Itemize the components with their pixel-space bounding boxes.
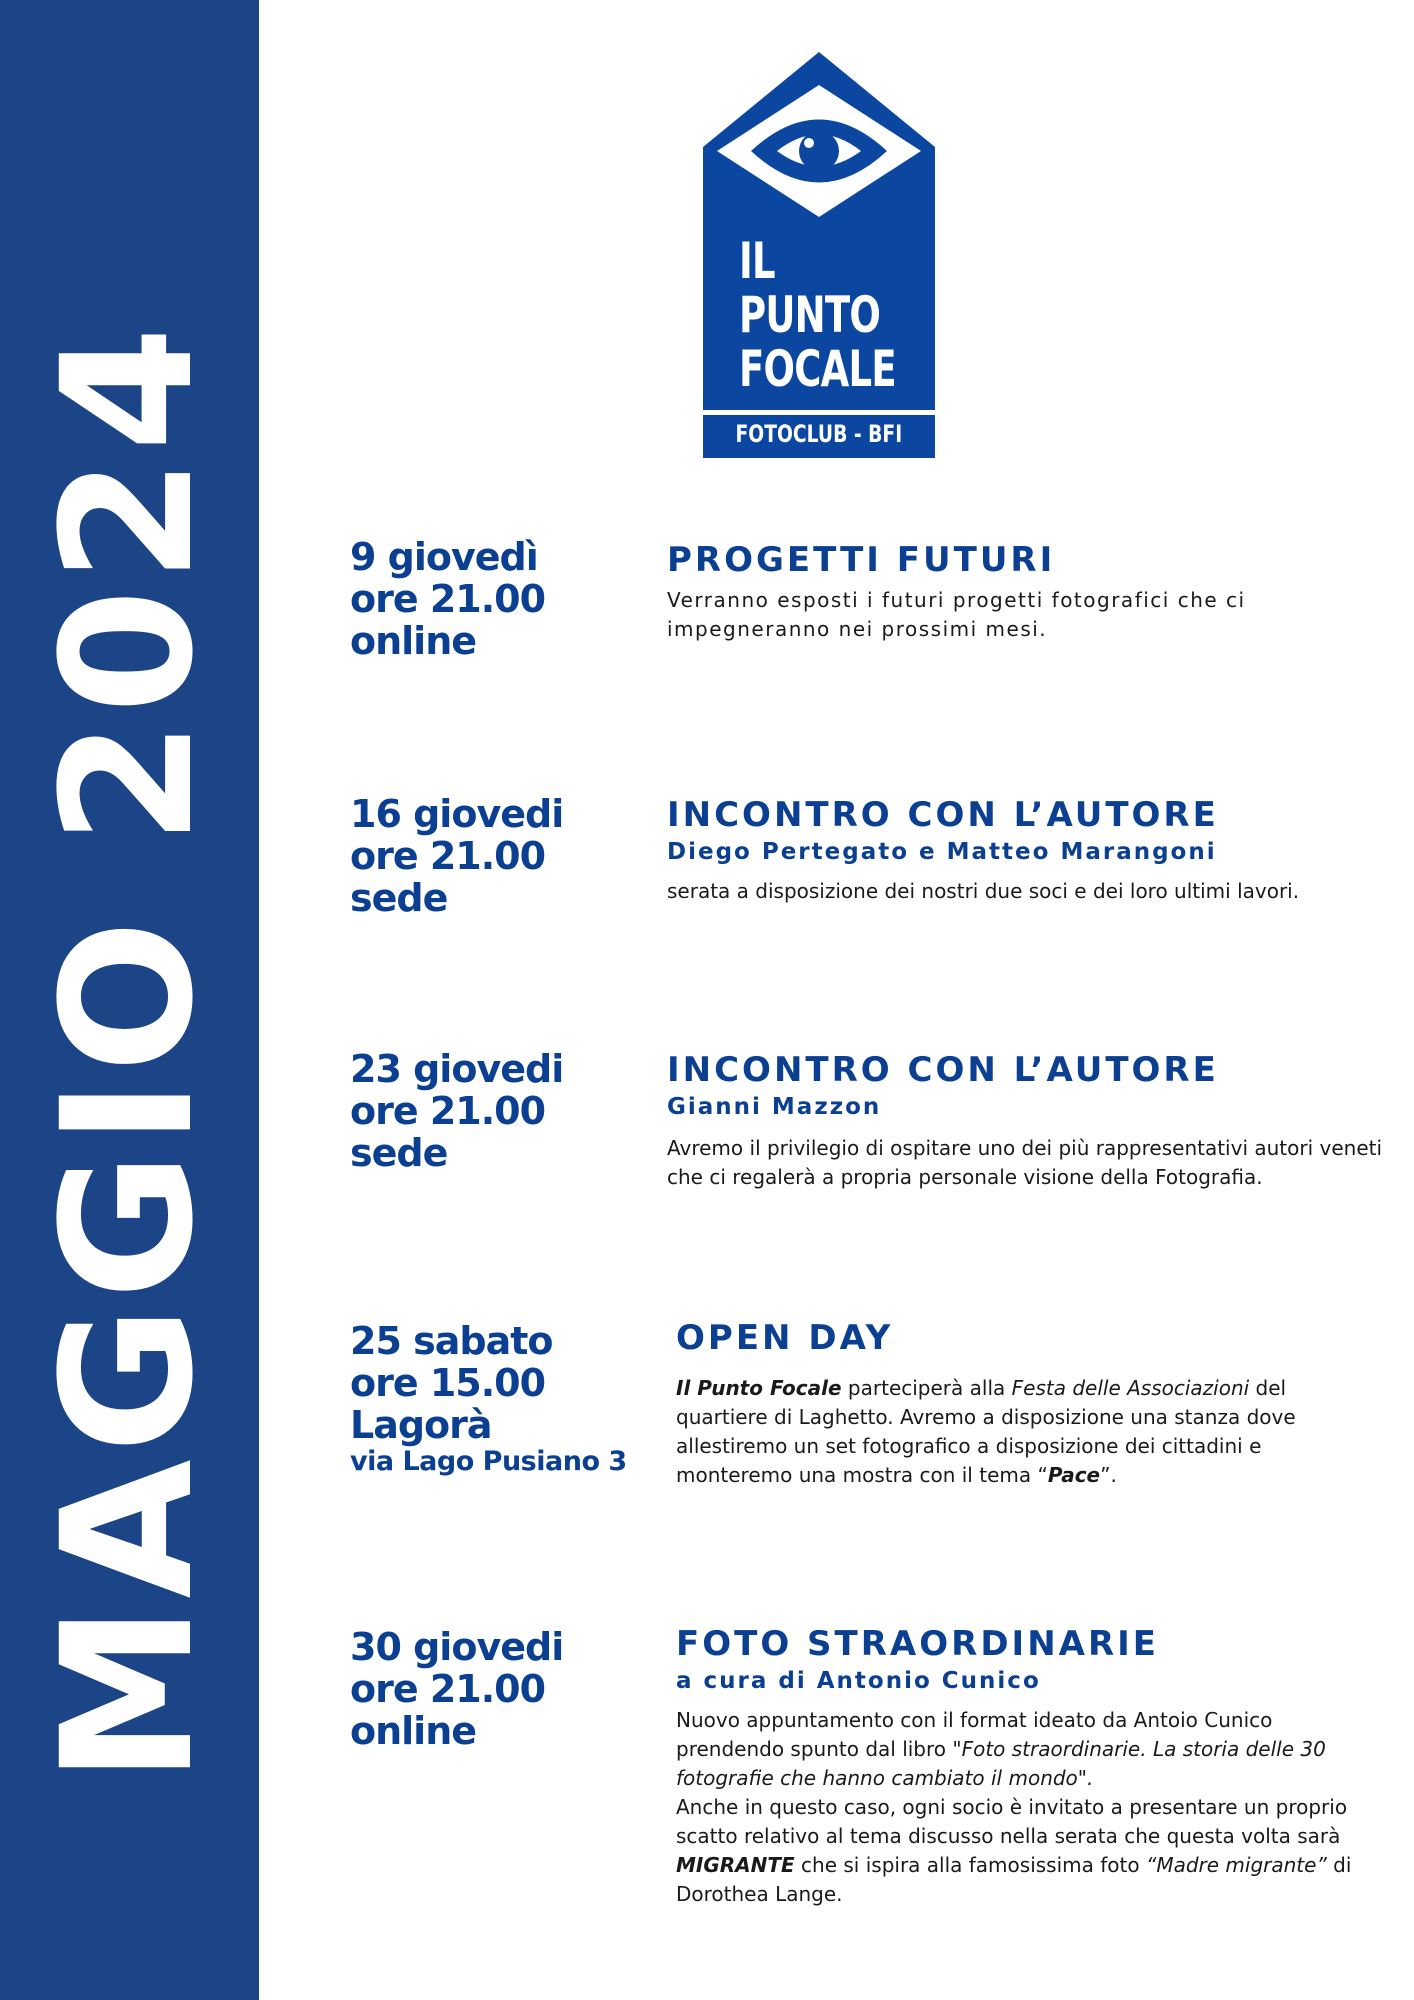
event-3-date: 23 giovedi bbox=[350, 1047, 564, 1091]
club-logo bbox=[703, 52, 935, 458]
event-4 bbox=[676, 1316, 1406, 1490]
event-1-when bbox=[350, 536, 545, 662]
event-4-address: via Lago Pusiano 3 bbox=[350, 1446, 627, 1477]
event-1-description: Verranno esposti i futuri progetti fotografici che ci impegneranno nei prossimi mesi. bbox=[667, 588, 1246, 641]
event-5-description bbox=[676, 1706, 1366, 1909]
event-5 bbox=[676, 1622, 1406, 1909]
event-4-place: Lagorà bbox=[350, 1403, 492, 1447]
event-5-date: 30 giovedi bbox=[350, 1625, 564, 1669]
event-5-title: FOTO STRAORDINARIE bbox=[676, 1624, 1160, 1664]
logo-line-2: PUNTO bbox=[739, 286, 881, 344]
event-3 bbox=[667, 1048, 1397, 1192]
club-name: Il Punto Focale bbox=[676, 1376, 842, 1400]
event-4-date: 25 sabato bbox=[350, 1319, 553, 1363]
event-1-time: ore 21.00 bbox=[350, 577, 546, 621]
event-4-time: ore 15.00 bbox=[350, 1361, 546, 1405]
month-title: MAGGIO 2024 bbox=[24, 320, 233, 1784]
photo-title: “Madre migrante” bbox=[1145, 1853, 1327, 1877]
event-3-time: ore 21.00 bbox=[350, 1089, 546, 1133]
book-title: "Foto straordinarie. La storia delle 30 fotografie che hanno cambiato il mondo". bbox=[676, 1737, 1326, 1790]
logo-line-3: FOCALE bbox=[739, 340, 896, 398]
event-4-title: OPEN DAY bbox=[676, 1318, 894, 1358]
event-3-title: INCONTRO CON L’AUTORE bbox=[667, 1050, 1219, 1090]
event-2-time: ore 21.00 bbox=[350, 834, 546, 878]
desc-text: di Dorothea Lange. bbox=[676, 1853, 1352, 1906]
logo-footer bbox=[703, 422, 935, 446]
event-4-description bbox=[676, 1374, 1376, 1490]
desc-text: del quartiere di Laghetto. Avremo a disposizione una stanza dove allestiremo un set fotografico a disposizione dei cittadini e monteremo una mostra con il tema “ bbox=[676, 1376, 1296, 1487]
event-2-date: 16 giovedi bbox=[350, 792, 564, 836]
event-5-subtitle: a cura di Antonio Cunico bbox=[676, 1668, 1041, 1694]
desc-text: ”. bbox=[1100, 1463, 1117, 1487]
event-3-description: Avremo il privilegio di ospitare uno dei più rappresentativi autori veneti che ci regalerà a propria personale visione della Fotografia. bbox=[667, 1136, 1383, 1189]
sidebar-band bbox=[0, 0, 259, 2000]
event-2-title: INCONTRO CON L’AUTORE bbox=[667, 795, 1219, 835]
desc-text: Nuovo appuntamento con il format ideato da Antoio Cunico prendendo spunto dal libro bbox=[676, 1708, 1273, 1761]
event-5-time: ore 21.00 bbox=[350, 1667, 546, 1711]
event-2-description: serata a disposizione dei nostri due soci e dei loro ultimi lavori. bbox=[667, 879, 1300, 903]
event-1-date: 9 giovedì bbox=[350, 535, 538, 579]
desc-text: che si ispira alla famosissima foto bbox=[794, 1853, 1146, 1877]
desc-text: Anche in questo caso, ogni socio è invitato a presentare un proprio scatto relativo al tema discusso nella serata che questa volta sarà bbox=[676, 1795, 1348, 1848]
event-1-place: online bbox=[350, 619, 477, 663]
desc-text: parteciperà alla bbox=[841, 1376, 1012, 1400]
logo-wordmark bbox=[739, 234, 896, 396]
event-3-subtitle: Gianni Mazzon bbox=[667, 1094, 882, 1120]
logo-line-1: IL bbox=[739, 232, 775, 290]
event-4-when bbox=[350, 1320, 627, 1478]
theme-migrante: MIGRANTE bbox=[676, 1853, 795, 1877]
event-2-place: sede bbox=[350, 876, 448, 920]
event-1-title: PROGETTI FUTURI bbox=[667, 540, 1056, 580]
logo-footer-text: FOTOCLUB - BFI bbox=[735, 420, 903, 448]
event-5-place: online bbox=[350, 1709, 477, 1753]
event-3-place: sede bbox=[350, 1131, 448, 1175]
theme-pace: Pace bbox=[1047, 1463, 1101, 1487]
event-5-when bbox=[350, 1626, 563, 1752]
event-2-when bbox=[350, 793, 563, 919]
event-1 bbox=[667, 538, 1397, 644]
event-3-when bbox=[350, 1048, 563, 1174]
event-2 bbox=[667, 793, 1397, 906]
event-2-subtitle: Diego Pertegato e Matteo Marangoni bbox=[667, 839, 1217, 865]
festa-name: Festa delle Associazioni bbox=[1011, 1376, 1250, 1400]
